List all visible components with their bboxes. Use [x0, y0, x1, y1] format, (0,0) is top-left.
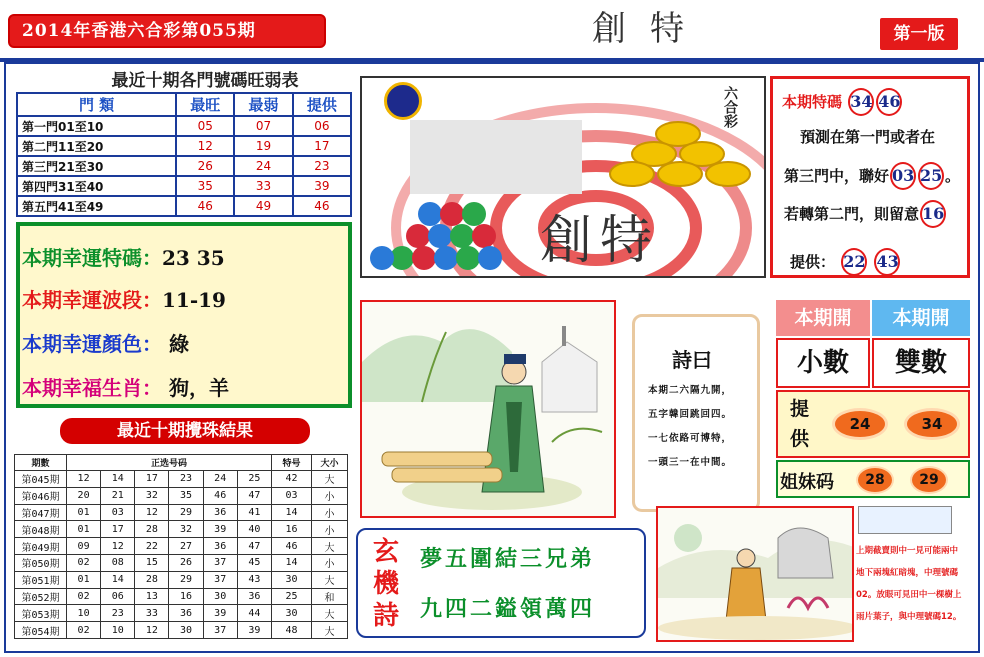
number-cell: 36	[203, 538, 237, 555]
number-cell: 12	[101, 538, 135, 555]
door-table	[16, 92, 352, 217]
table-row	[15, 605, 348, 622]
number-cell: 32	[169, 521, 203, 538]
open-header-2: 本期開	[872, 300, 970, 336]
number-cell: 02	[67, 588, 101, 605]
special-code: 03	[890, 162, 916, 190]
lucky-row-band	[22, 284, 226, 313]
lucky-label: 本期幸福生肖：	[22, 376, 162, 400]
max-cell: 35	[176, 176, 234, 196]
number-cell: 01	[67, 521, 101, 538]
number-cell: 46	[203, 487, 237, 504]
give-cell: 06	[293, 116, 351, 136]
number-cell: 13	[135, 588, 169, 605]
special-cell: 48	[272, 622, 312, 639]
note-line: 上期截賣則中一見可能兩中	[856, 546, 959, 556]
thumbnail-image	[858, 506, 952, 534]
size-cell: 大	[312, 538, 348, 555]
logo-icon	[384, 82, 422, 120]
min-cell: 19	[234, 136, 292, 156]
max-cell: 46	[176, 196, 234, 216]
issue-cell: 第048期	[15, 521, 67, 538]
issue-cell: 第046期	[15, 487, 67, 504]
col-issue: 期數	[15, 455, 67, 471]
number-cell: 36	[237, 588, 271, 605]
door-table-header	[17, 93, 351, 116]
number-cell: 17	[101, 521, 135, 538]
table-row	[17, 156, 351, 176]
number-cell: 03	[101, 504, 135, 521]
lucky-label: 本期幸運特碼：	[22, 246, 162, 270]
sister-label: 姐妹码	[780, 472, 834, 493]
number-cell: 10	[67, 605, 101, 622]
issue-cell: 第053期	[15, 605, 67, 622]
number-cell: 27	[169, 538, 203, 555]
poem-line: 一七依路可博特，	[648, 433, 733, 444]
open-value-2: 雙數	[872, 338, 970, 388]
special-cell: 14	[272, 504, 312, 521]
number-cell: 28	[135, 521, 169, 538]
issue-label: 2014年香港六合彩第055期	[8, 14, 326, 48]
lucky-value: 23 35	[162, 246, 225, 270]
poem-title: 詩曰	[672, 348, 712, 372]
edition-badge: 第一版	[880, 18, 958, 50]
special-line-3	[784, 162, 960, 190]
lucky-value: 狗，羊	[162, 376, 229, 400]
table-row	[15, 588, 348, 605]
special-cell: 30	[272, 605, 312, 622]
min-cell: 24	[234, 156, 292, 176]
poem-line: 五字韓回跳回四。	[648, 409, 733, 420]
size-cell: 大	[312, 571, 348, 588]
size-cell: 小	[312, 504, 348, 521]
number-cell: 35	[169, 487, 203, 504]
size-cell: 小	[312, 487, 348, 504]
col-size: 大小	[312, 455, 348, 471]
banner-title: 創特	[540, 211, 661, 271]
mystery-label: 玄機詩	[372, 537, 399, 631]
number-cell: 32	[135, 487, 169, 504]
table-row	[15, 521, 348, 538]
issue-cell: 第045期	[15, 471, 67, 488]
special-text: 提供：	[790, 253, 836, 271]
number-cell: 25	[237, 471, 271, 488]
special-code: 16	[920, 200, 946, 228]
number-cell: 43	[237, 571, 271, 588]
number-cell: 37	[203, 622, 237, 639]
open-value-1: 小數	[776, 338, 870, 388]
number-cell: 02	[67, 622, 101, 639]
field-drawing	[658, 508, 854, 642]
number-cell: 40	[237, 521, 271, 538]
max-cell: 12	[176, 136, 234, 156]
col-give: 提供	[293, 93, 351, 116]
mystery-line: 九四二鎰領萬四	[420, 596, 596, 622]
max-cell: 26	[176, 156, 234, 176]
size-cell: 和	[312, 588, 348, 605]
table-row	[17, 136, 351, 156]
number-cell: 26	[169, 554, 203, 571]
number-cell: 29	[169, 571, 203, 588]
number-cell: 02	[67, 554, 101, 571]
number-cell: 24	[203, 471, 237, 488]
number-cell: 01	[67, 571, 101, 588]
col-max: 最旺	[176, 93, 234, 116]
size-cell: 小	[312, 554, 348, 571]
number-cell: 37	[203, 554, 237, 571]
table-row	[17, 176, 351, 196]
number-cell: 30	[203, 588, 237, 605]
col-numbers: 正选号码	[67, 455, 272, 471]
sister-code: 29	[910, 466, 948, 494]
give-cell: 17	[293, 136, 351, 156]
sister-code: 28	[856, 466, 894, 494]
number-cell: 14	[101, 571, 135, 588]
special-label: 本期特碼	[782, 93, 843, 111]
number-cell: 39	[203, 605, 237, 622]
min-cell: 07	[234, 116, 292, 136]
lucky-label: 本期幸運波段：	[22, 288, 162, 312]
door-table-title: 最近十期各門號碼旺弱表	[111, 71, 299, 91]
special-cell: 03	[272, 487, 312, 504]
special-cell: 42	[272, 471, 312, 488]
number-cell: 21	[101, 487, 135, 504]
note-line: 地下兩塊紅暗塊，中理號碼	[856, 568, 959, 578]
number-cell: 16	[169, 588, 203, 605]
issue-cell: 第052期	[15, 588, 67, 605]
special-code: 43	[874, 248, 900, 276]
results-header	[15, 455, 348, 471]
lucky-row-color	[22, 328, 189, 357]
number-cell: 08	[101, 554, 135, 571]
give-cell: 46	[293, 196, 351, 216]
special-text: 若轉第二門，則留意	[784, 205, 920, 223]
number-cell: 36	[169, 605, 203, 622]
special-cell: 14	[272, 554, 312, 571]
number-cell: 41	[237, 504, 271, 521]
table-row	[15, 538, 348, 555]
max-cell: 05	[176, 116, 234, 136]
issue-cell: 第049期	[15, 538, 67, 555]
table-row	[15, 471, 348, 488]
number-cell: 22	[135, 538, 169, 555]
size-cell: 大	[312, 471, 348, 488]
col-special: 特号	[272, 455, 312, 471]
special-code: 34	[848, 88, 874, 116]
field-illustration	[656, 506, 854, 642]
door-cell: 第五門41至49	[17, 196, 176, 216]
table-row	[17, 116, 351, 136]
special-code: 46	[876, 88, 902, 116]
special-cell: 25	[272, 588, 312, 605]
number-cell: 36	[203, 504, 237, 521]
number-cell: 12	[135, 504, 169, 521]
special-text: 。	[945, 167, 961, 185]
number-cell: 45	[237, 554, 271, 571]
number-cell: 39	[203, 521, 237, 538]
number-cell: 14	[101, 471, 135, 488]
give-cell: 23	[293, 156, 351, 176]
table-row	[17, 196, 351, 216]
scholar-drawing	[362, 302, 616, 518]
number-cell: 37	[203, 571, 237, 588]
issue-cell: 第051期	[15, 571, 67, 588]
banner-side-label: 六合彩	[722, 86, 738, 128]
lucky-value: 綠	[162, 332, 189, 356]
col-door: 門 類	[17, 93, 176, 116]
table-row	[15, 504, 348, 521]
special-code: 22	[841, 248, 867, 276]
number-cell: 29	[169, 504, 203, 521]
min-cell: 49	[234, 196, 292, 216]
number-cell: 28	[135, 571, 169, 588]
note-line: 02。放眼可見田中一棵樹上	[856, 590, 962, 600]
lucky-label: 本期幸運顏色：	[22, 332, 162, 356]
number-cell: 10	[101, 622, 135, 639]
open-header-1: 本期開	[776, 300, 870, 336]
poem-line: 本期二六隔九開，	[648, 385, 733, 396]
number-cell: 44	[237, 605, 271, 622]
number-cell: 20	[67, 487, 101, 504]
table-row	[15, 554, 348, 571]
size-cell: 大	[312, 622, 348, 639]
table-row	[15, 487, 348, 504]
table-row	[15, 571, 348, 588]
number-cell: 23	[169, 471, 203, 488]
provide-code: 24	[832, 408, 888, 440]
give-cell: 39	[293, 176, 351, 196]
issue-cell: 第047期	[15, 504, 67, 521]
number-cell: 12	[67, 471, 101, 488]
results-title: 最近十期攪珠結果	[60, 418, 310, 444]
lucky-row-zodiac	[22, 372, 229, 401]
issue-cell: 第054期	[15, 622, 67, 639]
lucky-row-special	[22, 242, 225, 271]
lucky-value: 11-19	[162, 288, 226, 312]
provide-label: 提供	[790, 398, 810, 450]
number-cell: 01	[67, 504, 101, 521]
special-code: 25	[918, 162, 944, 190]
special-line-4	[784, 200, 947, 228]
redacted-box	[410, 120, 582, 194]
number-cell: 47	[237, 538, 271, 555]
results-body	[15, 471, 348, 639]
special-line-2: 預測在第一門或者在	[800, 128, 936, 146]
number-cell: 06	[101, 588, 135, 605]
number-cell: 09	[67, 538, 101, 555]
number-cell: 23	[101, 605, 135, 622]
issue-cell: 第050期	[15, 554, 67, 571]
number-cell: 39	[237, 622, 271, 639]
number-cell: 15	[135, 554, 169, 571]
provide-code: 34	[904, 408, 960, 440]
size-cell: 小	[312, 521, 348, 538]
number-cell: 30	[169, 622, 203, 639]
poem-line: 一頭三一在中間。	[648, 457, 733, 468]
special-cell: 46	[272, 538, 312, 555]
mystery-line: 夢五圍結三兄弟	[420, 546, 596, 572]
col-min: 最弱	[234, 93, 292, 116]
size-cell: 大	[312, 605, 348, 622]
scholar-illustration	[360, 300, 616, 518]
special-cell: 16	[272, 521, 312, 538]
number-cell: 47	[237, 487, 271, 504]
special-line-1	[782, 88, 903, 116]
note-line: 雨片葉子，與中理號碼12。	[856, 612, 962, 622]
page-title: 創特	[592, 9, 708, 49]
results-table	[14, 454, 348, 639]
special-cell: 30	[272, 571, 312, 588]
number-cell: 17	[135, 471, 169, 488]
min-cell: 33	[234, 176, 292, 196]
door-cell: 第一門01至10	[17, 116, 176, 136]
table-row	[15, 622, 348, 639]
special-line-5	[790, 248, 901, 276]
door-cell: 第二門11至20	[17, 136, 176, 156]
number-cell: 33	[135, 605, 169, 622]
door-cell: 第四門31至40	[17, 176, 176, 196]
door-cell: 第三門21至30	[17, 156, 176, 176]
number-cell: 12	[135, 622, 169, 639]
special-text: 第三門中，聯好	[784, 167, 890, 185]
